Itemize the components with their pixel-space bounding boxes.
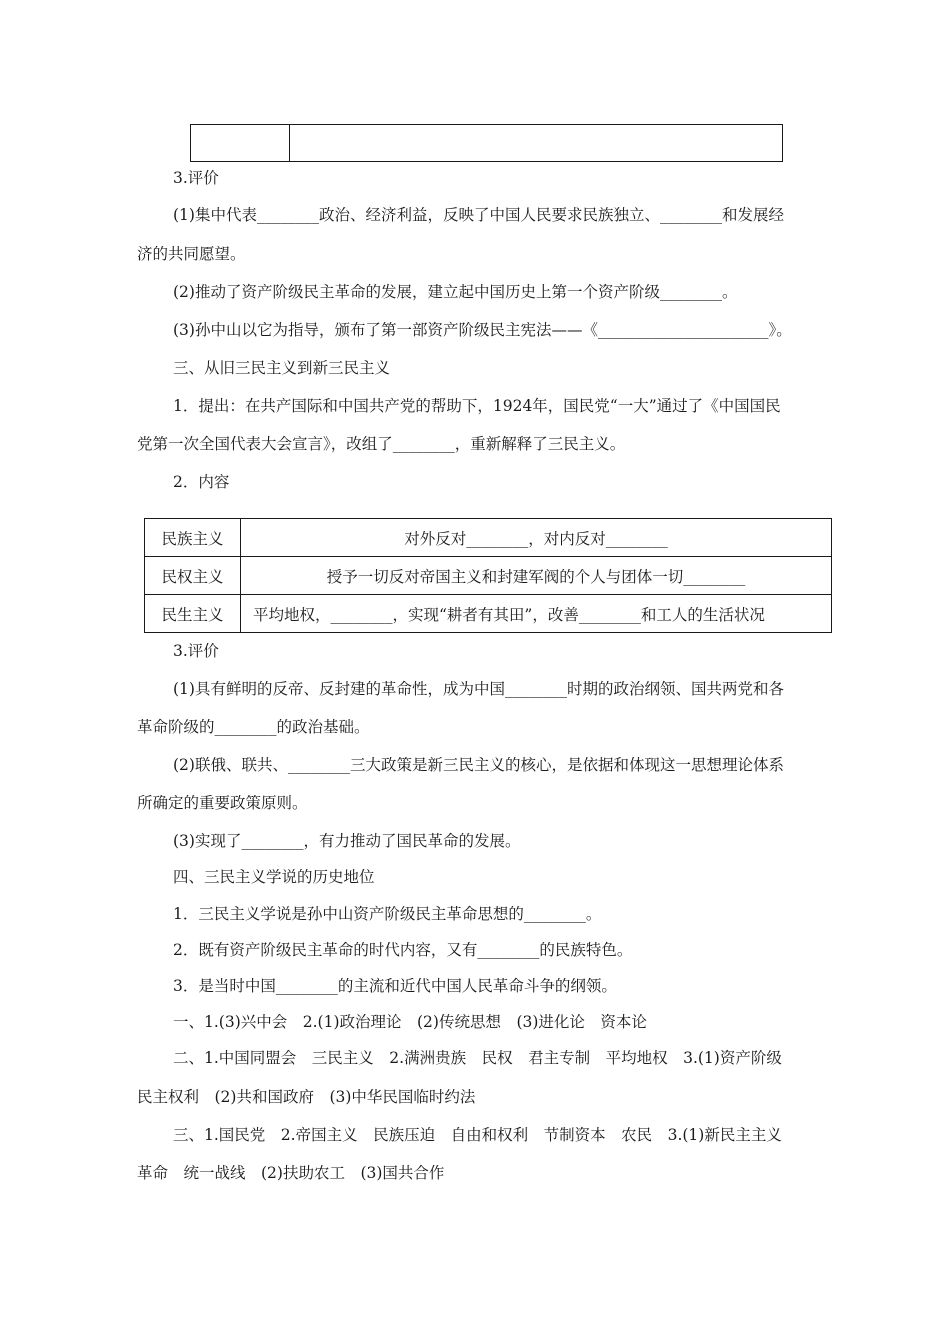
paragraph: (2)联俄、联共、________三大政策是新三民主义的核心，是依据和体现这一思想理论体系: [173, 756, 784, 774]
answer-line: 三、1.国民党 2.帝国主义 民族压迫 自由和权利 节制资本 农民 3.(1)新民主主义: [173, 1126, 782, 1144]
paragraph: 革命阶级的________的政治基础。: [137, 718, 370, 736]
section-heading: 3.评价: [173, 169, 219, 187]
table-cell-key: 民权主义: [145, 557, 241, 595]
paragraph: 2．既有资产阶级民主革命的时代内容，又有________的民族特色。: [173, 941, 633, 959]
answer-line: 民主权利 (2)共和国政府 (3)中华民国临时约法: [137, 1088, 476, 1106]
table-cell-value: 平均地权，________，实现“耕者有其田”，改善________和工人的生活状况: [241, 595, 832, 633]
table-cell-key: 民族主义: [145, 519, 241, 557]
section-heading: 三、从旧三民主义到新三民主义: [173, 359, 391, 377]
paragraph: (2)推动了资产阶级民主革命的发展，建立起中国历史上第一个资产阶级________。: [173, 283, 738, 301]
paragraph: 2．内容: [173, 473, 230, 491]
table-row: [191, 125, 783, 162]
paragraph: 1．提出：在共产国际和中国共产党的帮助下，1924年，国民党“一大”通过了《中国国民: [173, 397, 781, 415]
section-heading: 四、三民主义学说的历史地位: [173, 868, 375, 886]
top-table: [190, 124, 783, 162]
table-cell: [191, 125, 290, 162]
table-cell-value: 对外反对________，对内反对________: [241, 519, 832, 557]
table-row: [145, 519, 832, 557]
paragraph: (1)具有鲜明的反帝、反封建的革命性，成为中国________时期的政治纲领、国共两党和各: [173, 680, 784, 698]
table-row: [145, 595, 832, 633]
content-table: [144, 518, 832, 633]
answer-line: 一、1.(3)兴中会 2.(1)政治理论 (2)传统思想 (3)进化论 资本论: [173, 1013, 647, 1031]
paragraph: 济的共同愿望。: [137, 245, 246, 263]
paragraph: 3．是当时中国________的主流和近代中国人民革命斗争的纲领。: [173, 977, 617, 995]
section-heading: 3.评价: [173, 642, 219, 660]
paragraph: 1．三民主义学说是孙中山资产阶级民主革命思想的________。: [173, 905, 602, 923]
answer-line: 革命 统一战线 (2)扶助农工 (3)国共合作: [137, 1164, 445, 1182]
paragraph: (3)孙中山以它为指导，颁布了第一部资产阶级民主宪法——《______________________》。: [173, 321, 792, 339]
table-cell-value: 授予一切反对帝国主义和封建军阀的个人与团体一切________: [241, 557, 832, 595]
table-row: [145, 557, 832, 595]
paragraph: (3)实现了________，有力推动了国民革命的发展。: [173, 832, 521, 850]
paragraph: (1)集中代表________政治、经济利益，反映了中国人民要求民族独立、________和发展经: [173, 206, 784, 224]
answer-line: 二、1.中国同盟会 三民主义 2.满洲贵族 民权 君主专制 平均地权 3.(1)资产阶级: [173, 1049, 782, 1067]
paragraph: 党第一次全国代表大会宣言》，改组了________，重新解释了三民主义。: [137, 435, 626, 453]
table-cell-key: 民生主义: [145, 595, 241, 633]
table-cell: [290, 125, 783, 162]
paragraph: 所确定的重要政策原则。: [137, 794, 308, 812]
